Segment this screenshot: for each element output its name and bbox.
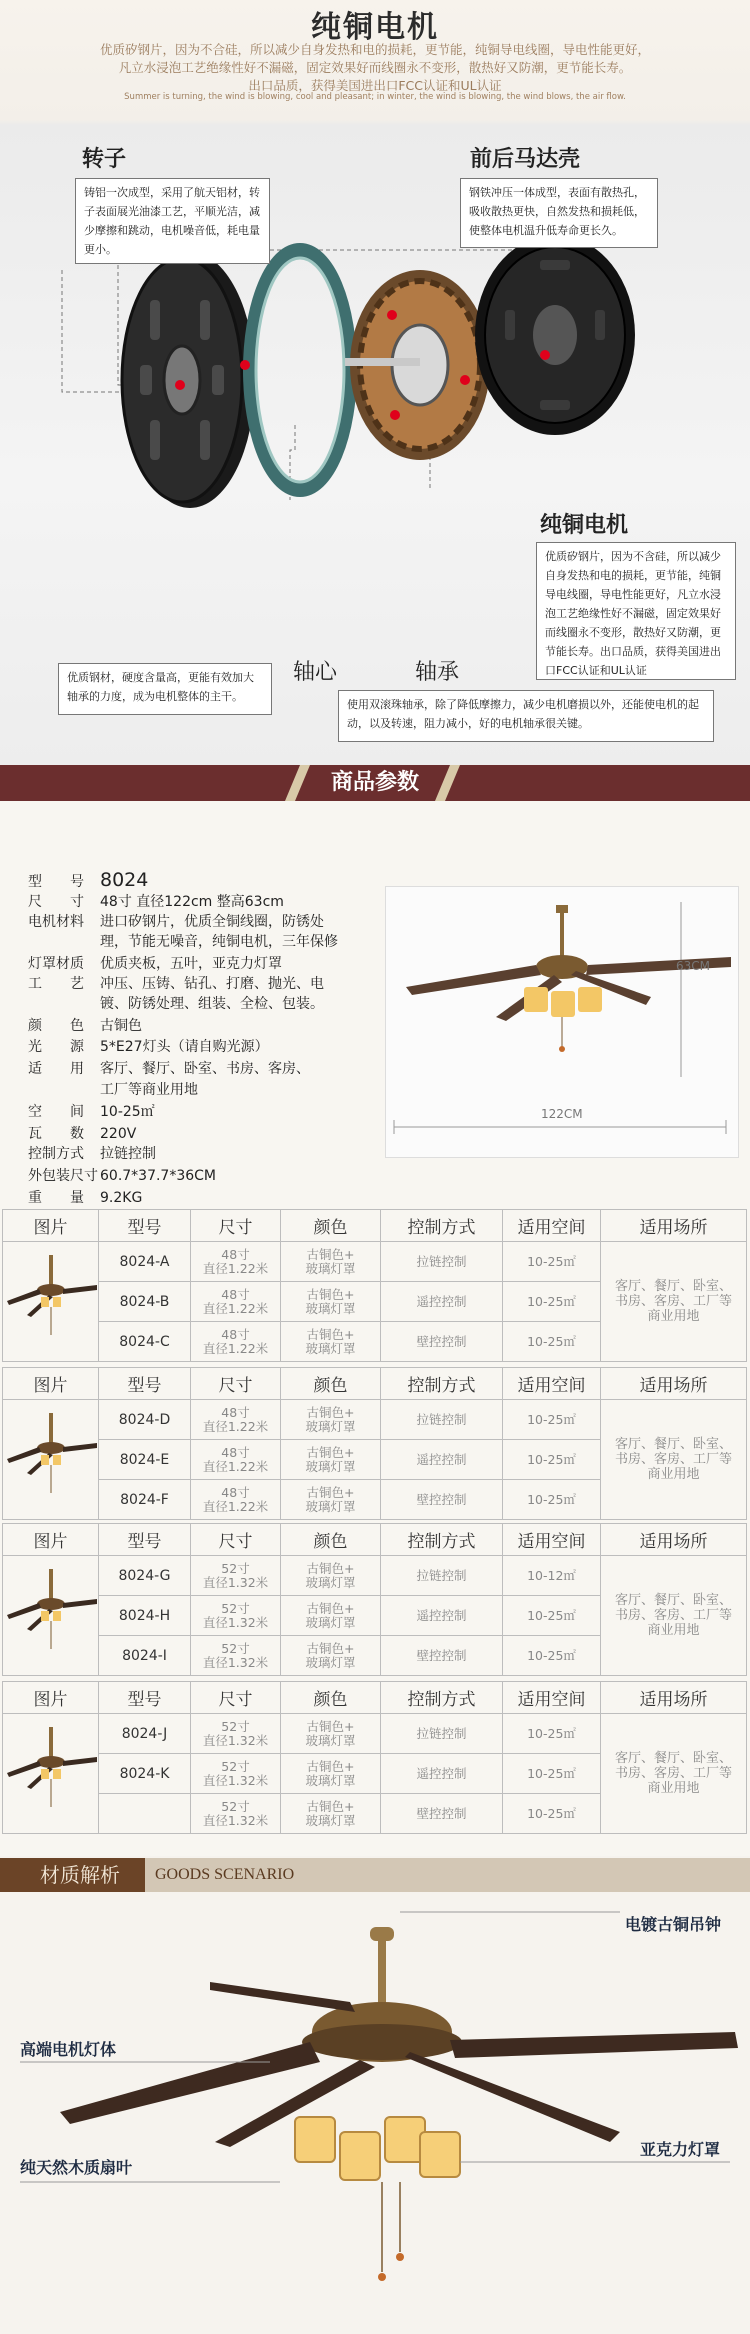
control-cell: 壁控控制: [381, 1480, 503, 1520]
model-cell: 8024-E: [99, 1440, 191, 1480]
model-cell: 8024-I: [99, 1636, 191, 1676]
spec-key: 颜 色: [28, 1018, 84, 1034]
spec-value: 冲压、压铸、钻孔、打磨、抛光、电: [100, 976, 324, 992]
color-cell: [281, 1282, 381, 1322]
table-header: 适用空间: [503, 1368, 601, 1400]
label-chain-cover: 电镀古铜吊钟: [625, 1915, 722, 1934]
color-line2: 玻璃灯罩: [305, 1614, 356, 1630]
color-line2: 玻璃灯罩: [305, 1498, 356, 1514]
control-cell: 遥控控制: [381, 1440, 503, 1480]
product-thumbnail: [3, 1242, 99, 1362]
params-banner-title: 商品参数: [330, 770, 419, 795]
spec-key: 适 用: [28, 1061, 84, 1077]
space-cell: 10-12㎡: [503, 1556, 601, 1596]
axle-title: 轴心: [293, 660, 338, 685]
table-header: 尺寸: [191, 1682, 281, 1714]
usage-cell: 客厅、餐厅、卧室、书房、客房、工厂等商业用地: [601, 1556, 747, 1676]
spec-value: 8024: [100, 869, 149, 891]
size-diameter: 直径1.22米: [202, 1340, 269, 1356]
size-diameter: 直径1.32米: [202, 1574, 269, 1590]
table-header: 颜色: [281, 1524, 381, 1556]
control-cell: 拉链控制: [381, 1714, 503, 1754]
spec-value: 48寸 直径122cm 整高63cm: [100, 894, 284, 910]
table-header: 适用场所: [601, 1524, 747, 1556]
model-table: [2, 1367, 747, 1520]
fan-thumbnail-icon: [5, 1245, 97, 1355]
control-cell: 遥控控制: [381, 1754, 503, 1794]
color-cell: [281, 1636, 381, 1676]
color-line2: 玻璃灯罩: [305, 1458, 356, 1474]
control-cell: 拉链控制: [381, 1556, 503, 1596]
spec-row: [28, 1143, 156, 1163]
size-diameter: 直径1.22米: [202, 1418, 269, 1434]
fan-thumbnail-icon: [5, 1717, 97, 1827]
size-diameter: 直径1.22米: [202, 1300, 269, 1316]
color-cell: [281, 1480, 381, 1520]
table-header: 型号: [99, 1682, 191, 1714]
table-header: 图片: [3, 1682, 99, 1714]
size-inch: 52寸: [221, 1798, 250, 1814]
spec-row: [28, 911, 324, 931]
spec-row: [28, 891, 284, 911]
color-line1: 古铜色+: [306, 1600, 355, 1616]
space-cell: 10-25㎡: [503, 1596, 601, 1636]
control-cell: 壁控控制: [381, 1636, 503, 1676]
size-cell: [191, 1754, 281, 1794]
spec-value: 60.7*37.7*36CM: [100, 1168, 217, 1184]
color-line2: 玻璃灯罩: [305, 1300, 356, 1316]
spec-key: 光 源: [28, 1039, 84, 1055]
model-cell: 8024-H: [99, 1596, 191, 1636]
spec-row: [28, 993, 324, 1013]
color-line2: 玻璃灯罩: [305, 1418, 356, 1434]
size-cell: [191, 1794, 281, 1834]
table-header: 图片: [3, 1524, 99, 1556]
spec-value: 10-25㎡: [100, 1104, 155, 1120]
space-cell: 10-25㎡: [503, 1242, 601, 1282]
spec-row: [28, 1079, 198, 1099]
table-header: 型号: [99, 1524, 191, 1556]
size-inch: 48寸: [221, 1404, 250, 1420]
color-line2: 玻璃灯罩: [305, 1772, 356, 1788]
spec-key: 重 量: [28, 1190, 84, 1206]
size-diameter: 直径1.22米: [202, 1498, 269, 1514]
color-line1: 古铜色+: [306, 1404, 355, 1420]
product-thumbnail: [3, 1400, 99, 1520]
spec-key: 空 间: [28, 1104, 84, 1120]
axle-description: 优质钢材，硬度含量高，更能有效加大轴承的力度，成为电机整体的主干。: [58, 663, 272, 715]
control-cell: 拉链控制: [381, 1400, 503, 1440]
color-cell: [281, 1754, 381, 1794]
usage-cell: 客厅、餐厅、卧室、书房、客房、工厂等商业用地: [601, 1242, 747, 1362]
label-acrylic-shade: 亚克力灯罩: [640, 2140, 721, 2159]
table-header: 适用场所: [601, 1210, 747, 1242]
label-wood-blade: 纯天然木质扇叶: [20, 2158, 133, 2177]
table-header: 适用场所: [601, 1368, 747, 1400]
color-line1: 古铜色+: [306, 1326, 355, 1342]
spec-key: 工 艺: [28, 976, 84, 992]
spec-key: 外包装尺寸: [28, 1168, 98, 1184]
space-cell: 10-25㎡: [503, 1480, 601, 1520]
spec-row: [28, 1101, 155, 1121]
table-header: 控制方式: [381, 1524, 503, 1556]
space-cell: 10-25㎡: [503, 1282, 601, 1322]
table-header: 适用场所: [601, 1682, 747, 1714]
control-cell: 拉链控制: [381, 1242, 503, 1282]
spec-key: 尺 寸: [28, 894, 84, 910]
table-header: 适用空间: [503, 1524, 601, 1556]
motor-section: [0, 0, 750, 765]
table-header: 颜色: [281, 1210, 381, 1242]
color-line2: 玻璃灯罩: [305, 1260, 356, 1276]
table-header: 颜色: [281, 1368, 381, 1400]
spec-row: [28, 869, 148, 891]
space-cell: 10-25㎡: [503, 1714, 601, 1754]
intro-line-en: Summer is turning, the wind is blowing, cool and pleasant; in winter, the wind is blowing, the wind blows, the air flow.: [124, 92, 626, 102]
control-cell: 壁控控制: [381, 1794, 503, 1834]
control-cell: 遥控控制: [381, 1282, 503, 1322]
motor-title: 纯铜电机: [540, 513, 629, 538]
space-cell: 10-25㎡: [503, 1754, 601, 1794]
params-banner: [0, 765, 750, 801]
model-cell: 8024-B: [99, 1282, 191, 1322]
model-table: [2, 1681, 747, 1834]
spec-value: 5*E27灯头（请自购光源）: [100, 1039, 269, 1055]
size-cell: [191, 1322, 281, 1362]
size-inch: 52寸: [221, 1600, 250, 1616]
table-header: 尺寸: [191, 1524, 281, 1556]
size-cell: [191, 1596, 281, 1636]
size-inch: 48寸: [221, 1326, 250, 1342]
label-motor-body: 高端电机灯体: [20, 2040, 117, 2059]
color-line2: 玻璃灯罩: [305, 1654, 356, 1670]
color-cell: [281, 1714, 381, 1754]
model-cell: 8024-F: [99, 1480, 191, 1520]
table-header: 适用空间: [503, 1210, 601, 1242]
color-line1: 古铜色+: [306, 1560, 355, 1576]
spec-value: 优质夹板，五叶，亚克力灯罩: [100, 956, 282, 972]
size-cell: [191, 1636, 281, 1676]
spec-row: [28, 1036, 269, 1056]
table-header: 控制方式: [381, 1210, 503, 1242]
spec-row: [28, 1165, 216, 1185]
color-line1: 古铜色+: [306, 1798, 355, 1814]
color-cell: [281, 1242, 381, 1282]
space-cell: 10-25㎡: [503, 1794, 601, 1834]
scenario-title-en: GOODS SCENARIO: [145, 1858, 750, 1892]
color-cell: [281, 1556, 381, 1596]
color-line2: 玻璃灯罩: [305, 1340, 356, 1356]
space-cell: 10-25㎡: [503, 1440, 601, 1480]
control-cell: 壁控控制: [381, 1322, 503, 1362]
spec-value: 220V: [100, 1126, 137, 1142]
fan-scenario-illustration: [0, 1892, 750, 2334]
spec-key: 瓦 数: [28, 1126, 84, 1142]
size-diameter: 直径1.32米: [202, 1772, 269, 1788]
size-inch: 48寸: [221, 1246, 250, 1262]
shell-description: 钢铁冲压一体成型，表面有散热孔，吸收散热更快，自然发热和损耗低，使整体电机温升低寿命更长久。: [460, 178, 658, 248]
color-line1: 古铜色+: [306, 1758, 355, 1774]
width-dimension: 122CM: [541, 1107, 583, 1121]
table-header: 适用空间: [503, 1682, 601, 1714]
fan-thumbnail-icon: [5, 1403, 97, 1513]
bearing-title: 轴承: [415, 660, 460, 685]
spec-row: [28, 973, 324, 993]
spec-value: 9.2KG: [100, 1190, 143, 1206]
size-cell: [191, 1282, 281, 1322]
bearing-description: 使用双滚珠轴承，除了降低摩擦力，减少电机磨损以外，还能使电机的起动，以及转速，阻力减小，好的电机轴承很关键。: [338, 690, 714, 742]
size-inch: 48寸: [221, 1444, 250, 1460]
table-row: [3, 1242, 747, 1282]
motor-section-title: 纯铜电机: [311, 10, 439, 45]
size-diameter: 直径1.22米: [202, 1260, 269, 1276]
table-header: 尺寸: [191, 1368, 281, 1400]
size-diameter: 直径1.32米: [202, 1732, 269, 1748]
shell-title: 前后马达壳: [470, 147, 581, 172]
size-inch: 52寸: [221, 1718, 250, 1734]
size-cell: [191, 1556, 281, 1596]
spec-value: 理，节能无噪音，纯铜电机，三年保修: [100, 934, 338, 950]
spec-key: 灯罩材质: [28, 956, 84, 972]
table-header: 控制方式: [381, 1368, 503, 1400]
model-table: [2, 1523, 747, 1676]
model-cell: 8024-A: [99, 1242, 191, 1282]
color-cell: [281, 1322, 381, 1362]
space-cell: 10-25㎡: [503, 1322, 601, 1362]
product-thumbnail: [3, 1556, 99, 1676]
space-cell: 10-25㎡: [503, 1636, 601, 1676]
params-section: [0, 801, 750, 1856]
spec-key: 型 号: [28, 874, 84, 890]
table-header: 图片: [3, 1368, 99, 1400]
color-line1: 古铜色+: [306, 1444, 355, 1460]
spec-value: 工厂等商业用地: [100, 1082, 198, 1098]
dimension-figure: [385, 886, 739, 1158]
product-thumbnail: [3, 1714, 99, 1834]
intro-line-2: 凡立水浸泡工艺绝缘性好不漏磁，固定效果好而线圈永不变形，散热好又防潮，更节能长寿。: [118, 60, 632, 75]
color-cell: [281, 1596, 381, 1636]
table-header: 型号: [99, 1210, 191, 1242]
spec-key: 电机材料: [28, 914, 84, 930]
rotor-description: 铸铝一次成型，采用了航天铝材，转子表面展光油漆工艺，平顺光洁，减少摩擦和跳动，电机噪音低，耗电量更小。: [75, 178, 270, 264]
color-line1: 古铜色+: [306, 1718, 355, 1734]
table-header: 控制方式: [381, 1682, 503, 1714]
size-diameter: 直径1.32米: [202, 1614, 269, 1630]
color-cell: [281, 1794, 381, 1834]
spec-row: [28, 953, 282, 973]
fan-thumbnail-icon: [5, 1559, 97, 1669]
rotor-title: 转子: [82, 147, 127, 172]
color-line1: 古铜色+: [306, 1286, 355, 1302]
size-inch: 52寸: [221, 1560, 250, 1576]
scenario-bar: [0, 1858, 750, 1892]
size-inch: 48寸: [221, 1286, 250, 1302]
spec-row: [28, 1187, 142, 1207]
spec-value: 镀、防锈处理、组装、全检、包装。: [100, 996, 324, 1012]
color-line2: 玻璃灯罩: [305, 1812, 356, 1828]
color-cell: [281, 1440, 381, 1480]
size-diameter: 直径1.22米: [202, 1458, 269, 1474]
color-line1: 古铜色+: [306, 1640, 355, 1656]
size-cell: [191, 1242, 281, 1282]
model-cell: [99, 1794, 191, 1834]
color-line1: 古铜色+: [306, 1484, 355, 1500]
spec-value: 古铜色: [100, 1018, 142, 1034]
size-cell: [191, 1440, 281, 1480]
intro-line-3: 出口品质，获得美国进出口FCC认证和UL认证: [248, 78, 502, 93]
size-inch: 48寸: [221, 1484, 250, 1500]
size-cell: [191, 1400, 281, 1440]
color-line2: 玻璃灯罩: [305, 1732, 356, 1748]
spec-value: 进口矽钢片，优质全铜线圈，防锈处: [100, 914, 324, 930]
scenario-title-cn: 材质解析: [0, 1858, 140, 1892]
spec-value: 拉链控制: [100, 1146, 156, 1162]
table-row: [3, 1714, 747, 1754]
size-cell: [191, 1714, 281, 1754]
size-inch: 52寸: [221, 1758, 250, 1774]
spec-row: [28, 1015, 142, 1035]
table-header: 颜色: [281, 1682, 381, 1714]
color-cell: [281, 1400, 381, 1440]
spec-value: 客厅、餐厅、卧室、书房、客房、: [100, 1061, 310, 1077]
color-line1: 古铜色+: [306, 1246, 355, 1262]
size-cell: [191, 1480, 281, 1520]
table-header: 图片: [3, 1210, 99, 1242]
size-diameter: 直径1.32米: [202, 1654, 269, 1670]
usage-cell: 客厅、餐厅、卧室、书房、客房、工厂等商业用地: [601, 1400, 747, 1520]
table-header: 尺寸: [191, 1210, 281, 1242]
spec-row: [28, 1058, 310, 1078]
spec-row: [28, 1123, 136, 1143]
spec-row: [28, 931, 338, 951]
model-cell: 8024-K: [99, 1754, 191, 1794]
size-inch: 52寸: [221, 1640, 250, 1656]
color-line2: 玻璃灯罩: [305, 1574, 356, 1590]
model-cell: 8024-J: [99, 1714, 191, 1754]
model-table: [2, 1209, 747, 1362]
model-cell: 8024-D: [99, 1400, 191, 1440]
table-row: [3, 1556, 747, 1596]
table-row: [3, 1400, 747, 1440]
control-cell: 遥控控制: [381, 1596, 503, 1636]
intro-line-1: 优质矽钢片，因为不合硅，所以减少自身发热和电的损耗，更节能，纯铜导电线圈，导电性能更好，: [99, 42, 650, 57]
table-header: 型号: [99, 1368, 191, 1400]
usage-cell: 客厅、餐厅、卧室、书房、客房、工厂等商业用地: [601, 1714, 747, 1834]
motor-description: 优质矽钢片，因为不含硅，所以减少自身发热和电的损耗，更节能，纯铜导电线圈，导电性能更好，凡立水浸泡工艺绝缘性好不漏磁，固定效果好而线圈永不变形，散热好又防潮，更节能长寿。出口品质，获得美国进出口FCC认证和UL认证: [536, 542, 736, 680]
model-cell: 8024-G: [99, 1556, 191, 1596]
space-cell: 10-25㎡: [503, 1400, 601, 1440]
height-dimension: 63CM: [676, 959, 711, 973]
model-cell: 8024-C: [99, 1322, 191, 1362]
size-diameter: 直径1.32米: [202, 1812, 269, 1828]
spec-key: 控制方式: [28, 1146, 84, 1162]
